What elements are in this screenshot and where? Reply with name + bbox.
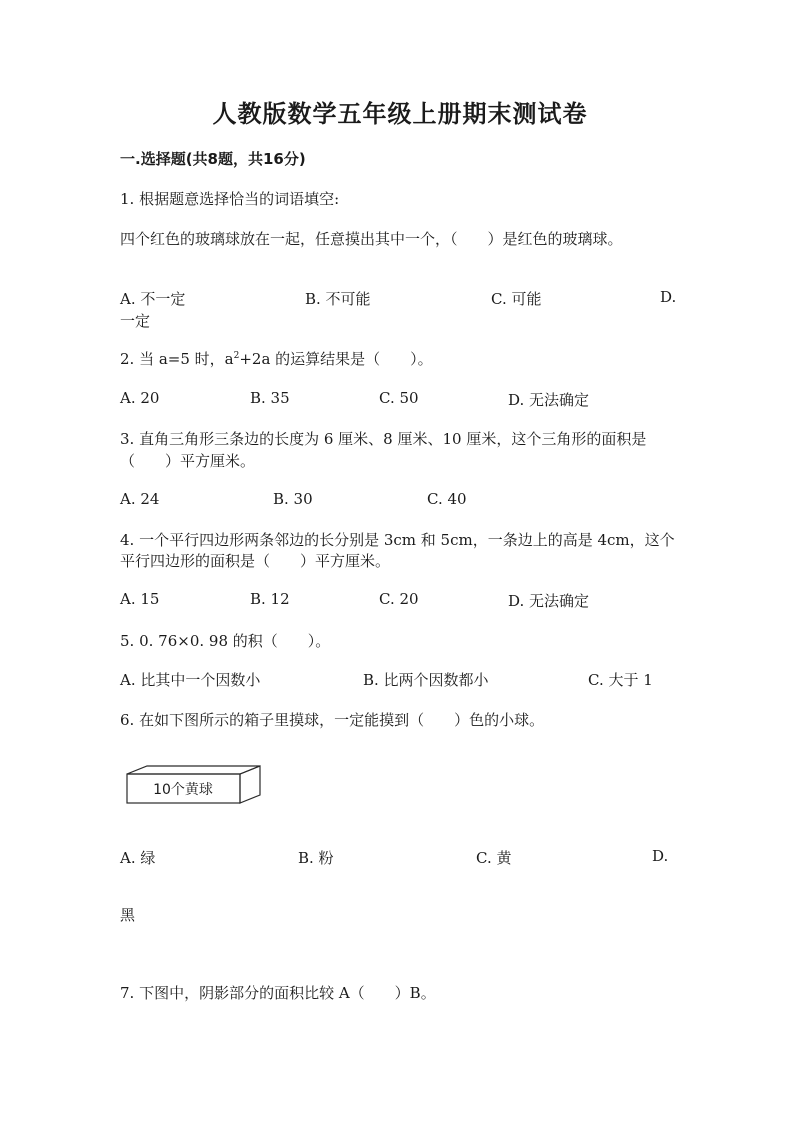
stem-part: +2a 的运算结果是（ ）。 [239, 350, 433, 368]
question-stem-line2: （ ）平方厘米。 [120, 452, 256, 470]
option-c: C. 40 [427, 490, 467, 508]
option-d: D. 无法确定 [508, 592, 590, 610]
option-b: B. 12 [250, 590, 290, 608]
question-stem: 6. 在如下图所示的箱子里摸球，一定能摸到（ ）色的小球。 [120, 711, 545, 729]
question-stem: 4. 一个平行四边形两条邻边的长分别是 3cm 和 5cm，一条边上的高是 4cm，这个 [120, 531, 675, 549]
option-a: A. 20 [120, 389, 160, 407]
option-a: A. 24 [120, 490, 160, 508]
option-c: C. 20 [379, 590, 419, 608]
option-c: C. 大于 1 [588, 671, 653, 689]
page-title: 人教版数学五年级上册期末测试卷 [212, 100, 588, 128]
option-a: A. 比其中一个因数小 [120, 671, 261, 689]
option-a: A. 不一定 [120, 290, 186, 308]
option-c: C. 黄 [476, 849, 512, 867]
option-b: B. 不可能 [305, 290, 371, 308]
option-b: B. 30 [273, 490, 313, 508]
option-a: A. 绿 [120, 849, 156, 867]
stem-part: 2. 当 a=5 时，a [120, 350, 234, 368]
option-b: B. 比两个因数都小 [363, 671, 489, 689]
box-figure [120, 764, 265, 810]
question-stem: 1. 根据题意选择恰当的词语填空: [120, 190, 340, 208]
option-c: C. 50 [379, 389, 419, 407]
box-drawing [120, 764, 265, 806]
option-c: C. 可能 [491, 290, 542, 308]
option-d: D. [660, 288, 677, 306]
question-stem [120, 348, 433, 369]
option-a: A. 15 [120, 590, 160, 608]
question-stem: 5. 0. 76×0. 98 的积（ ）。 [120, 632, 331, 650]
section-heading: 一.选择题(共8题，共16分) [120, 150, 306, 168]
question-stem-line2: 平行四边形的面积是（ ）平方厘米。 [120, 552, 391, 570]
question-stem-line2: 四个红色的玻璃球放在一起，任意摸出其中一个，（ ）是红色的玻璃球。 [120, 230, 623, 248]
option-b: B. 粉 [298, 849, 334, 867]
option-d-text: 一定 [120, 312, 151, 330]
option-b: B. 35 [250, 389, 290, 407]
option-d: D. 无法确定 [508, 391, 590, 409]
option-d-text: 黑 [120, 906, 136, 924]
option-d: D. [652, 847, 669, 865]
question-stem: 3. 直角三角形三条边的长度为 6 厘米、8 厘米、10 厘米，这个三角形的面积是 [120, 430, 647, 448]
question-stem: 7. 下图中，阴影部分的面积比较 A（ ）B。 [120, 984, 436, 1002]
exponent: 2 [233, 351, 240, 361]
box-label: 10个黄球 [153, 782, 213, 798]
